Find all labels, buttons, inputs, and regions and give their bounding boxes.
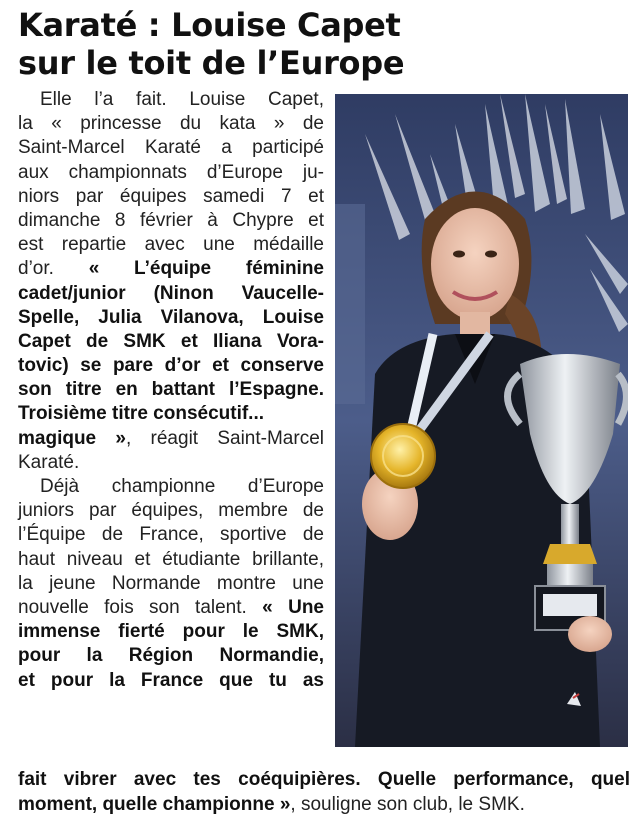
article-body-column: [18, 88, 324, 693]
body-line: la « princesse du kata » de: [18, 113, 324, 135]
body-text-fragment: d’or.: [18, 258, 54, 280]
quote-text: magique »: [18, 427, 126, 449]
quote-text: « Une: [262, 596, 324, 618]
body-line: [18, 596, 324, 620]
quote-line: immense fierté pour le SMK,: [18, 621, 324, 643]
body-text-fragment: , souligne son club, le SMK.: [290, 794, 525, 815]
body-line: Déjà championne d’Europe: [40, 476, 324, 497]
body-line: [18, 427, 324, 451]
article-photo: [335, 94, 628, 747]
quote-line: tovic) se pare d’or et conserve: [18, 355, 324, 377]
headline-line-2: sur le toit de l’Europe: [18, 44, 405, 82]
body-text-fragment: nouvelle fois son talent.: [18, 596, 247, 618]
quote-line: pour la Région Normandie,: [18, 645, 324, 667]
quote-line: Spelle, Julia Vilanova, Louise: [18, 306, 324, 328]
body-line: est repartie avec une médaille: [18, 234, 324, 256]
quote-line: fait vibrer avec tes coéquipières. Quelle performance, quel: [18, 769, 630, 790]
body-line: haut niveau et étudiante brillante,: [18, 548, 324, 570]
quote-line: et pour la France que tu as: [18, 669, 324, 691]
body-line: dimanche 8 février à Chypre et: [18, 209, 324, 231]
headline: [18, 6, 628, 82]
body-line: aux championnats d’Europe ju-: [18, 161, 324, 183]
body-line: la jeune Normande montre une: [18, 572, 324, 594]
quote-line: Capet de SMK et Iliana Vora-: [18, 330, 324, 352]
body-text-fragment: , réagit Saint-Marcel: [125, 427, 324, 449]
quote-line: Troisième titre consécutif...: [18, 403, 265, 425]
body-line: [18, 792, 630, 817]
quote-line: cadet/junior (Ninon Vaucelle-: [18, 282, 324, 304]
body-line: l’Équipe de France, sportive de: [18, 524, 324, 546]
headline-line-1: Karaté : Louise Capet: [18, 6, 401, 44]
body-line: juniors par équipes, membre de: [18, 500, 324, 522]
body-line: Karaté.: [18, 451, 80, 473]
quote-line: son titre en battant l’Espagne.: [18, 379, 324, 401]
body-line: Elle l’a fait. Louise Capet,: [40, 89, 324, 110]
article-body-wide: [18, 767, 630, 817]
quote-text: « L’équipe féminine: [88, 258, 324, 280]
body-line: Saint-Marcel Karaté a participé: [18, 137, 324, 159]
body-line: [18, 257, 324, 281]
body-line: niors par équipes samedi 7 et: [18, 185, 324, 207]
quote-text: moment, quelle championne »: [18, 794, 291, 815]
photo-athlete-with-medal-and-trophy-icon: [335, 94, 628, 747]
